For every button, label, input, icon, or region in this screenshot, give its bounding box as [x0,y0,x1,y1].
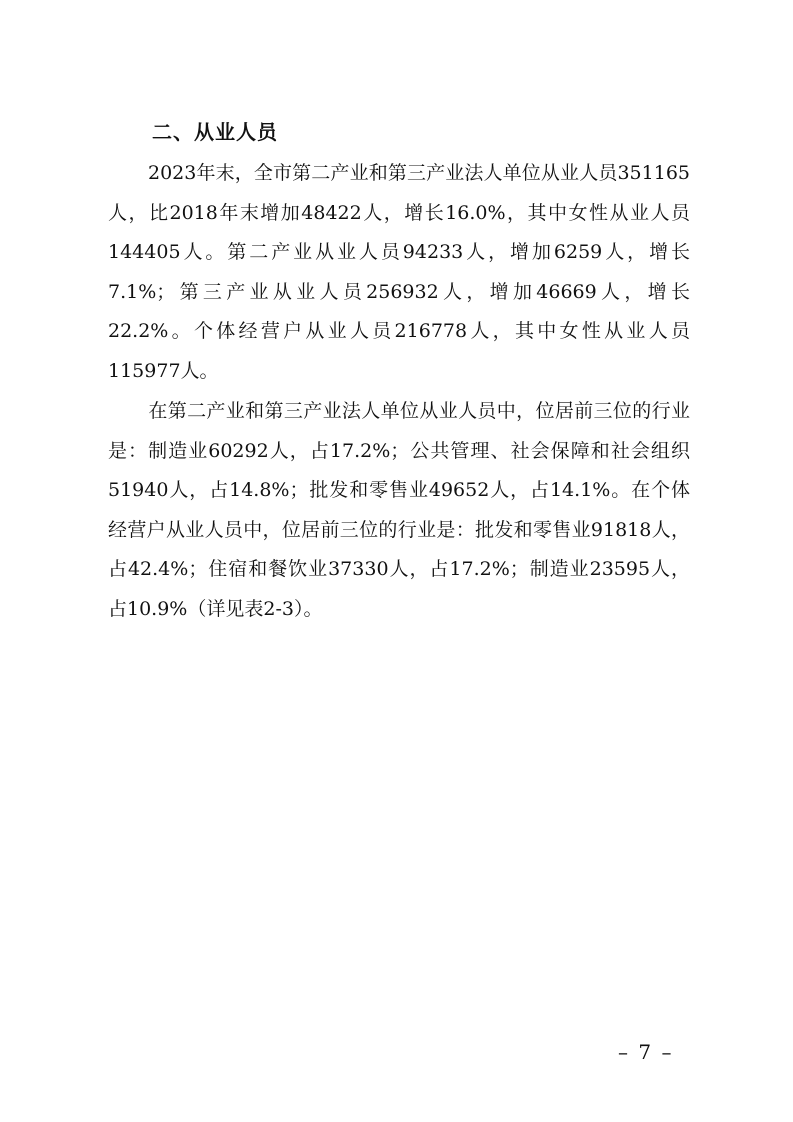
paragraph-text: 2023年末，全市第二产业和第三产业法人单位从业人员351165人，比2018年末增加48422人，增长16.0%，其中女性从业人员144405人。第二产业从业人员94233人，增加6259人，增长7.1%；第三产业从业人员256932人，增加46669人，增长22.2%。个体经营户从业人员216778人，其中女性从业人员115977人。 [108,162,690,382]
paragraph-employment-summary [108,154,690,391]
paragraph-top-industries [108,392,690,629]
section-heading: 二、从业人员 [152,120,278,144]
page-number: – 7 – [618,1040,674,1064]
paragraph-text: 在第二产业和第三产业法人单位从业人员中，位居前三位的行业是：制造业60292人，占17.2%；公共管理、社会保障和社会组织51940人，占14.8%；批发和零售业49652人，占14.1%。在个体经营户从业人员中，位居前三位的行业是：批发和零售业91818人，占42.4%；住宿和餐饮业37330人，占17.2%；制造业23595人，占10.9%（详见表2-3）。 [108,400,690,620]
